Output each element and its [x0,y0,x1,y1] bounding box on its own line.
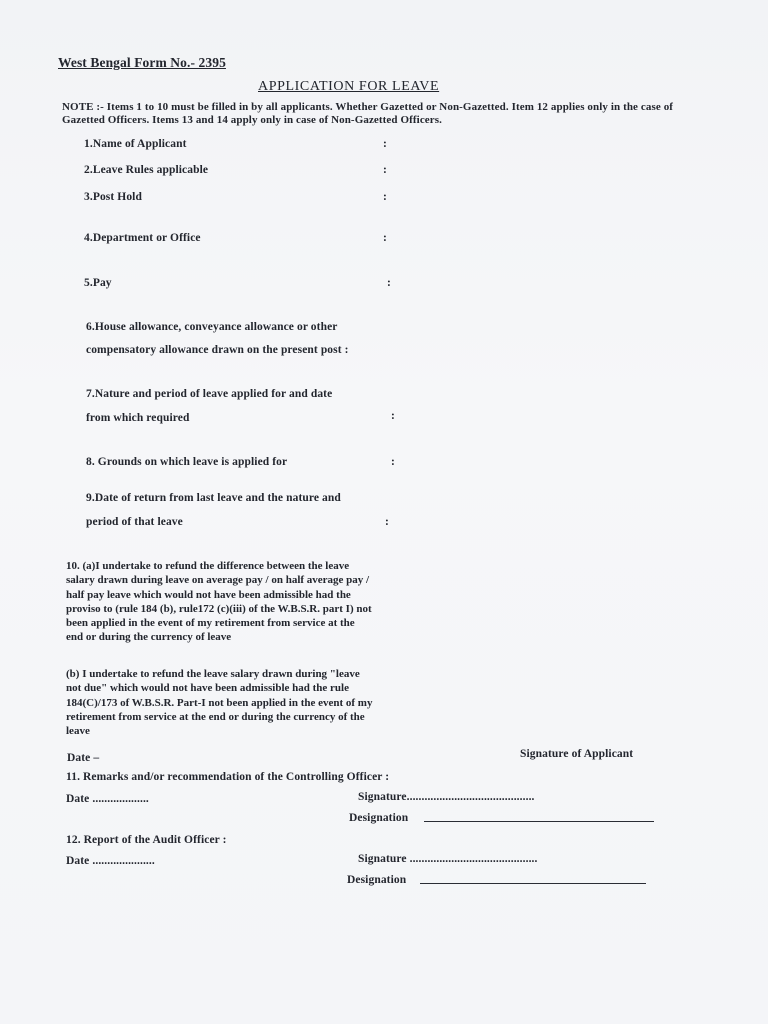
item-colon: : [383,232,387,244]
section11-date-label: Date ................... [66,793,149,805]
section11-designation-label: Designation [349,812,409,824]
section12-heading: 12. Report of the Audit Officer : [66,834,227,846]
item-colon: : [387,277,391,289]
applicant-signature-label: Signature of Applicant [520,748,634,760]
section12-date-label: Date ..................... [66,855,155,867]
section12-designation-line [420,883,646,884]
section11-heading: 11. Remarks and/or recommendation of the Controlling Officer : [66,771,390,783]
item-department: 4.Department or Office [84,232,201,244]
item-return-date-line2: period of that leave [86,516,183,528]
form-number: West Bengal Form No.- 2395 [58,55,226,70]
item-colon: : [391,410,395,422]
item-leave-rules: 2.Leave Rules applicable [84,164,209,176]
item-return-date-line1: 9.Date of return from last leave and the nature and [86,492,341,504]
item-colon: : [385,516,389,528]
applicant-date-label: Date – [67,752,100,764]
undertaking-part-a: 10. (a)I undertake to refund the difference between the leave salary drawn during leave on average pay / on half average pay / half pay leave which would not have been admissible had the proviso to (rule 184 (b), rule172 (c)(iii) of the W.B.S.R. part I) not been applied in the event of my retirement from service at the end or during the currency of leave [66,560,372,644]
item-grounds: 8. Grounds on which leave is applied for [86,456,288,468]
item-post-hold: 3.Post Hold [84,191,142,203]
item-colon: : [391,456,395,468]
item-name-of-applicant: 1.Name of Applicant [84,138,187,150]
form-note: NOTE :- Items 1 to 10 must be filled in by all applicants. Whether Gazetted or Non-Gazetted. Item 12 applies only in the case of Gazetted Officers. Items 13 and 14 apply only in case of Non-Gazetted Officers. [62,101,674,126]
item-colon: : [383,191,387,203]
section11-signature-label: Signature........................................... [358,791,535,803]
item-colon: : [383,164,387,176]
section11-designation-line [424,821,654,822]
item-colon: : [383,138,387,150]
item-pay: 5.Pay [84,277,112,289]
item-allowance-line1: 6.House allowance, conveyance allowance or other [86,321,338,333]
section12-signature-label: Signature ........................................... [358,853,538,865]
undertaking-part-b: (b) I undertake to refund the leave salary drawn during "leave not due" which would not have been admissible had the rule 184(C)/173 of W.B.S.R. Part-I not been applied in the event of my retirement from service at the end or during the currency of the leave [66,668,373,738]
section12-designation-label: Designation [347,874,407,886]
item-allowance-line2: compensatory allowance drawn on the present post : [86,344,349,356]
form-title: APPLICATION FOR LEAVE [258,79,440,94]
item-nature-of-leave-line2: from which required [86,412,190,424]
item-nature-of-leave-line1: 7.Nature and period of leave applied for and date [86,388,333,400]
